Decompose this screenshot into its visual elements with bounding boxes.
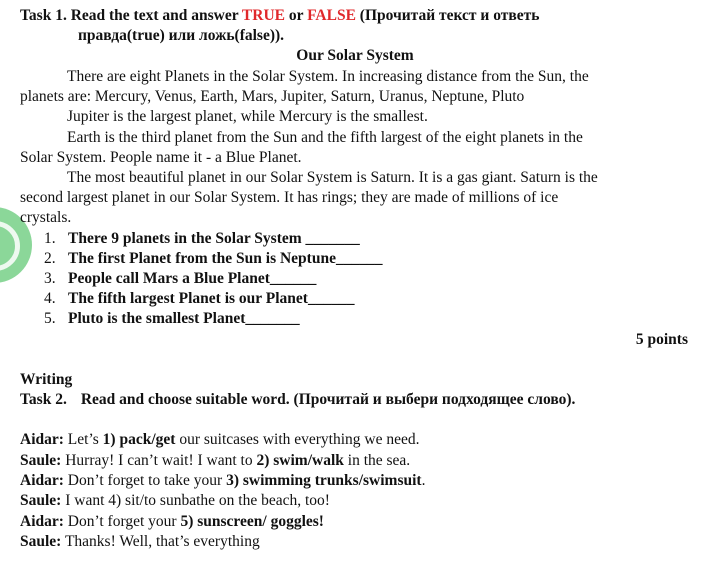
dialogue-line: Aidar: Let’s 1) pack/get our suitcases with everything we need. (20, 431, 420, 448)
text-title: Our Solar System (296, 47, 414, 64)
paragraph-line: There are eight Planets in the Solar System. In increasing distance from the Sun, the (67, 68, 589, 85)
paragraph-line: Earth is the third planet from the Sun and the fifth largest of the eight planets in the (67, 129, 583, 146)
writing-section-title: Writing (20, 371, 73, 388)
paragraph-line: The most beautiful planet in our Solar System is Saturn. It is a gas giant. Saturn is the (67, 169, 598, 186)
task1-heading-russian: (Прочитай текст и ответь (355, 7, 540, 24)
dialogue-line: Saule: Hurray! I can’t wait! I want to 2) swim/walk in the sea. (20, 452, 411, 469)
question-item: 5. Pluto is the smallest Planet_______ (44, 310, 300, 327)
dialogue-line: Saule: I want 4) sit/to sunbathe on the beach, too! (20, 492, 330, 509)
task2-label: Task 2. (20, 391, 67, 408)
dialogue-line: Saule: Thanks! Well, that’s everything (20, 533, 260, 550)
question-item: 2. The first Planet from the Sun is Neptune______ (44, 250, 383, 267)
task1-heading-line1 (20, 6, 539, 26)
dialogue-line: Aidar: Don’t forget your 5) sunscreen/ goggles! (20, 513, 324, 530)
task2-heading (20, 390, 575, 410)
paragraph-line: planets are: Mercury, Venus, Earth, Mars, Jupiter, Saturn, Uranus, Neptune, Pluto (20, 88, 525, 105)
paragraph-line: second largest planet in our Solar System. It has rings; they are made of millions of ice (20, 189, 559, 206)
paragraph-line: Solar System. People name it - a Blue Planet. (20, 149, 302, 166)
task2-instruction: Read and choose suitable word. (Прочитай и выбери подходящее слово). (80, 391, 576, 408)
false-word: FALSE (307, 7, 356, 24)
question-item: 1. There 9 planets in the Solar System _______ (44, 230, 360, 247)
question-item: 4. The fifth largest Planet is our Planet______ (44, 290, 355, 307)
task1-heading-text: Task 1. Read the text and answer (20, 7, 242, 24)
task1-heading-line2: правда(true) или ложь(false)). (78, 27, 285, 44)
true-word: TRUE (241, 7, 285, 24)
or-word: or (285, 7, 308, 24)
paragraph-line: Jupiter is the largest planet, while Mercury is the smallest. (67, 108, 428, 125)
points-label: 5 points (635, 331, 688, 348)
paragraph-line: crystals. (20, 209, 72, 226)
question-item: 3. People call Mars a Blue Planet______ (44, 270, 317, 287)
dialogue-line: Aidar: Don’t forget to take your 3) swimming trunks/swimsuit. (20, 472, 426, 489)
